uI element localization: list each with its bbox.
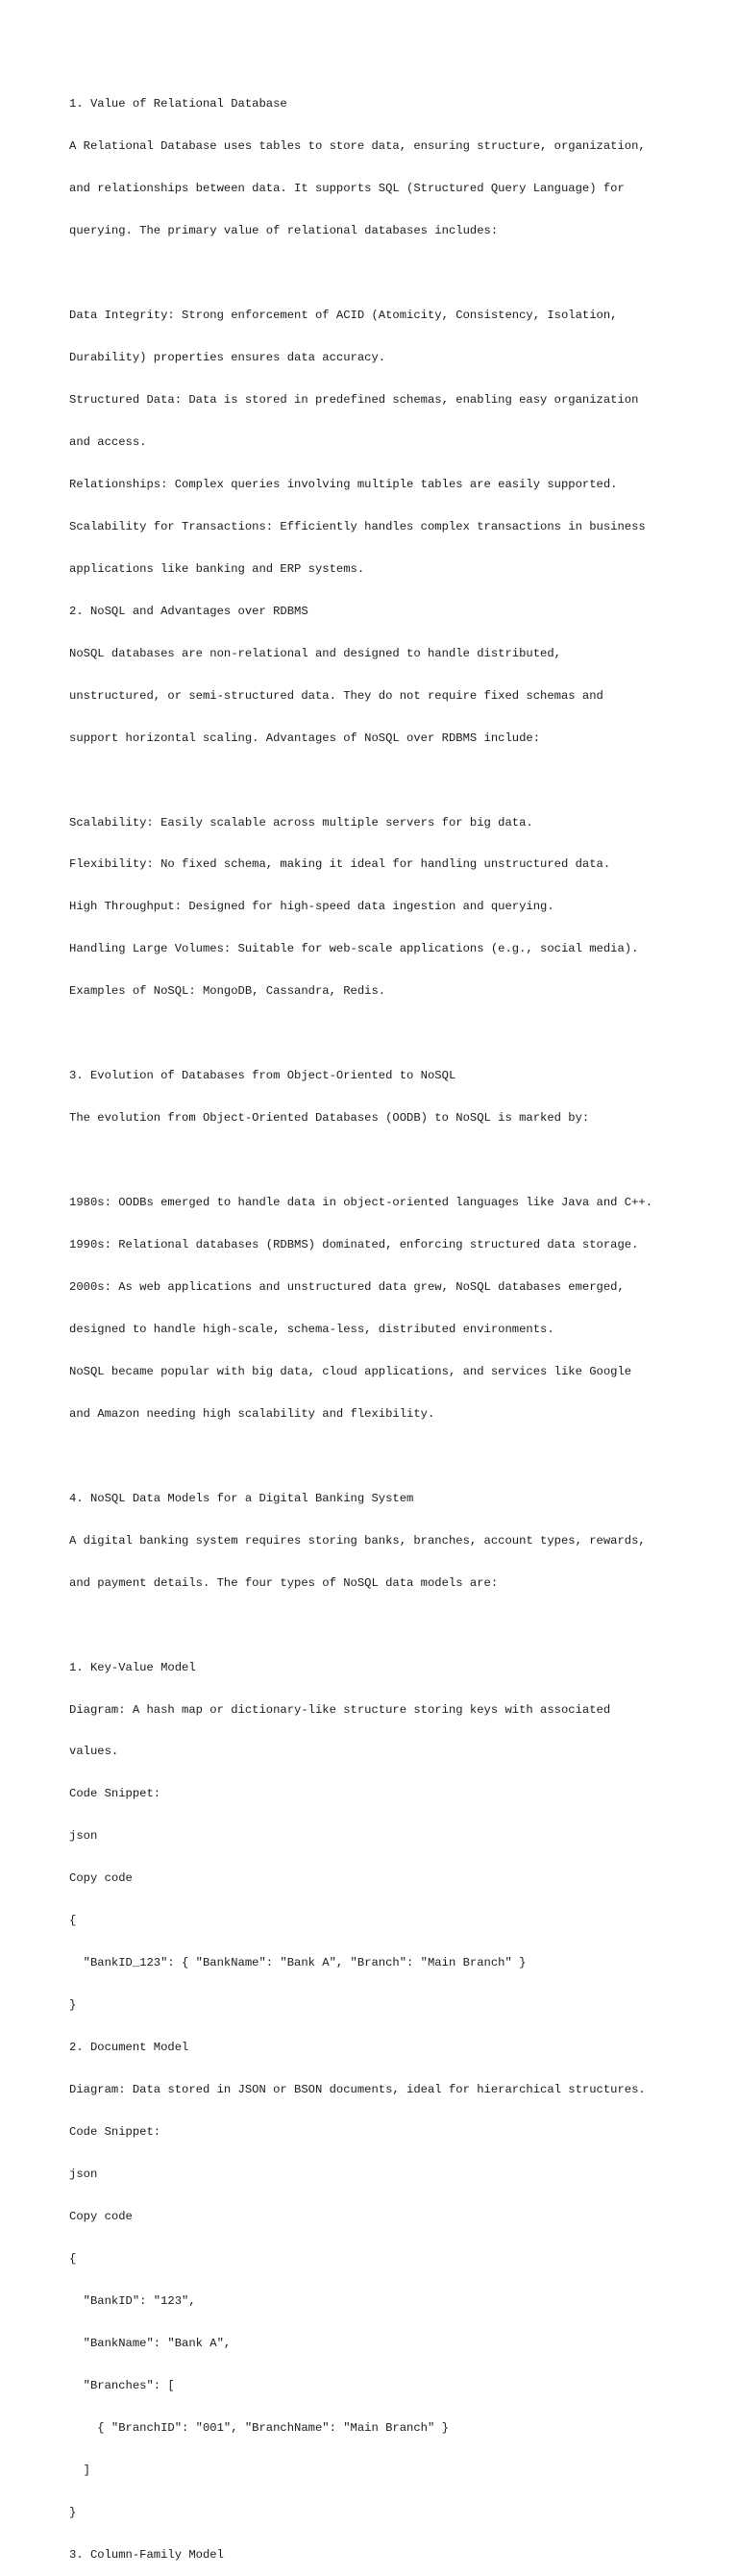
line: { xyxy=(69,2251,77,2266)
line: High Throughput: Designed for high-speed data ingestion and querying. xyxy=(69,900,554,914)
line: The evolution from Object-Oriented Databases (OODB) to NoSQL is marked by: xyxy=(69,1111,590,1126)
line: 1980s: OODBs emerged to handle data in object-oriented languages like Java and C++. xyxy=(69,1196,653,1210)
line: and payment details. The four types of NoSQL data models are: xyxy=(69,1575,499,1590)
line: and Amazon needing high scalability and flexibility. xyxy=(69,1406,435,1421)
line: json xyxy=(69,2167,98,2182)
line: Scalability for Transactions: Efficiently handles complex transactions in business xyxy=(69,519,646,533)
line: 2. Document Model xyxy=(69,2041,189,2055)
line: Code Snippet: xyxy=(69,2125,161,2140)
line xyxy=(69,1027,703,1041)
line: Relationships: Complex queries involving multiple tables are easily supported. xyxy=(69,477,618,491)
line: Durability) properties ensures data accuracy. xyxy=(69,351,386,365)
line: unstructured, or semi-structured data. They do not require fixed schemas and xyxy=(69,688,603,703)
line: A digital banking system requires storing banks, branches, account types, rewards, xyxy=(69,1533,646,1548)
line: 2000s: As web applications and unstructured data grew, NoSQL databases emerged, xyxy=(69,1280,625,1294)
line: Examples of NoSQL: MongoDB, Cassandra, Redis. xyxy=(69,984,386,999)
line: and relationships between data. It supports SQL (Structured Query Language) for xyxy=(69,182,625,196)
line xyxy=(69,774,703,788)
line: designed to handle high-scale, schema-less, distributed environments. xyxy=(69,1322,554,1336)
line xyxy=(69,1449,703,1464)
line: ] xyxy=(69,2463,90,2477)
line: Copy code xyxy=(69,2209,133,2223)
document-page xyxy=(69,69,703,2576)
line: 1. Value of Relational Database xyxy=(69,97,287,111)
line: 3. Column-Family Model xyxy=(69,2547,224,2562)
line: Code Snippet: xyxy=(69,1787,161,1801)
line: "BankName": "Bank A", xyxy=(69,2336,232,2350)
line: Diagram: A hash map or dictionary-like structure storing keys with associated xyxy=(69,1702,611,1717)
line: Structured Data: Data is stored in predefined schemas, enabling easy organization xyxy=(69,392,639,407)
line: 1. Key-Value Model xyxy=(69,1660,196,1674)
line xyxy=(69,266,703,281)
line: "Branches": [ xyxy=(69,2378,175,2392)
line: applications like banking and ERP systems. xyxy=(69,561,365,576)
line: A Relational Database uses tables to store data, ensuring structure, organization, xyxy=(69,139,646,154)
line: "BankID": "123", xyxy=(69,2293,196,2308)
line: values. xyxy=(69,1745,119,1759)
line: Data Integrity: Strong enforcement of ACID (Atomicity, Consistency, Isolation, xyxy=(69,309,618,323)
line: 1990s: Relational databases (RDBMS) dominated, enforcing structured data storage. xyxy=(69,1238,639,1252)
line: support horizontal scaling. Advantages of NoSQL over RDBMS include: xyxy=(69,731,541,745)
line: 2. NoSQL and Advantages over RDBMS xyxy=(69,604,308,618)
line: } xyxy=(69,2505,77,2519)
line: Scalability: Easily scalable across multiple servers for big data. xyxy=(69,815,533,830)
line: 4. NoSQL Data Models for a Digital Banking System xyxy=(69,1491,414,1505)
line: Handling Large Volumes: Suitable for web-scale applications (e.g., social media). xyxy=(69,942,639,956)
line: { xyxy=(69,1914,77,1928)
line: Flexibility: No fixed schema, making it ideal for handling unstructured data. xyxy=(69,857,611,872)
line: and access. xyxy=(69,434,147,449)
line: Copy code xyxy=(69,1871,133,1886)
line: NoSQL databases are non-relational and designed to handle distributed, xyxy=(69,646,561,660)
line: } xyxy=(69,1998,77,2013)
line: "BankID_123": { "BankName": "Bank A", "Branch": "Main Branch" } xyxy=(69,1956,527,1970)
line: { "BranchID": "001", "BranchName": "Main Branch" } xyxy=(69,2420,449,2435)
line: querying. The primary value of relational databases includes: xyxy=(69,224,499,238)
line: 3. Evolution of Databases from Object-Oriented to NoSQL xyxy=(69,1069,456,1083)
line: json xyxy=(69,1829,98,1844)
line: Diagram: Data stored in JSON or BSON documents, ideal for hierarchical structures. xyxy=(69,2083,646,2097)
line xyxy=(69,1153,703,1168)
line: NoSQL became popular with big data, cloud applications, and services like Google xyxy=(69,1364,632,1378)
line xyxy=(69,1619,703,1633)
